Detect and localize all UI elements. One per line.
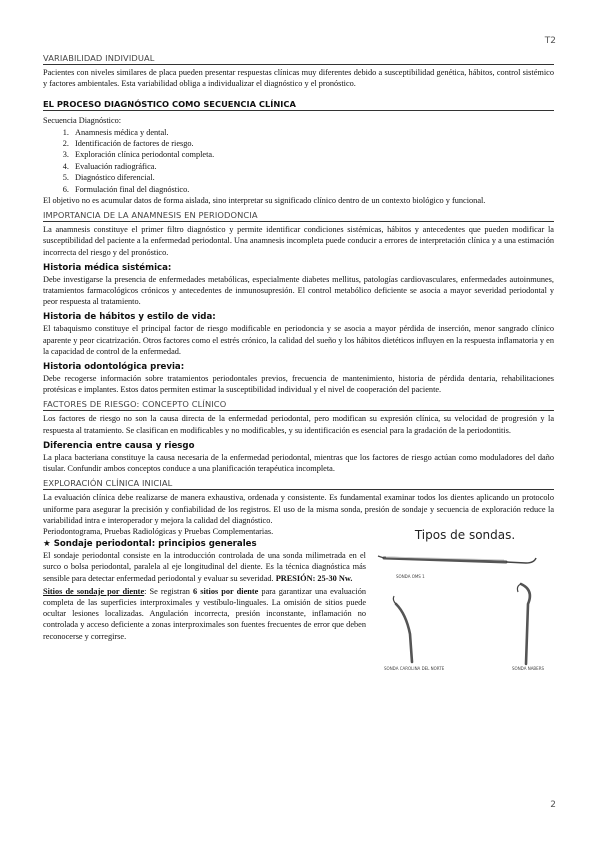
caption-probe-oms: SONDA OMS 1 bbox=[396, 573, 425, 579]
page-number: 2 bbox=[550, 800, 556, 810]
probes-figure bbox=[376, 526, 554, 686]
paragraph: Secuencia Diagnóstico: bbox=[43, 116, 122, 126]
paragraph: Debe investigarse la presencia de enfermedades metabólicas, especialmente diabetes mellitus, patologías cardiovasculares, enfermedades autoinmunes, tratamientos farmacológicos crónicos y antecedentes de inmunosupresión. El control metabólico deficiente se asocia a mayor severidad periodontal y peor respuesta al tratamiento. bbox=[43, 274, 554, 307]
paragraph bbox=[43, 586, 366, 642]
page-content bbox=[43, 51, 554, 686]
paragraph: Periodontograma, Pruebas Radiológicas y Pruebas Complementarias. bbox=[43, 526, 274, 536]
probing-text-column bbox=[43, 526, 366, 686]
probes-illustration bbox=[376, 544, 554, 684]
subheading: Historia médica sistémica: bbox=[43, 262, 172, 273]
section-title-anamnesis: IMPORTANCIA DE LA ANAMNESIS EN PERIODONCIA bbox=[43, 210, 554, 222]
list-item: 5. Diagnóstico diferencial. bbox=[71, 172, 554, 183]
section-title-proceso: EL PROCESO DIAGNÓSTICO COMO SECUENCIA CLÍNICA bbox=[43, 99, 554, 111]
paragraph: Los factores de riesgo no son la causa directa de la enfermedad periodontal, pero modifican su expresión clínica, su velocidad de progresión y la respuesta al tratamiento. Se clasifican en modificables y no modificables, y su identificación es esencial para la gradación de la periodontitis. bbox=[43, 414, 554, 435]
probe-nabers-drawing bbox=[517, 584, 529, 664]
header-tag: T2 bbox=[544, 36, 556, 46]
caption-probe-nabers: SONDA NABERS bbox=[512, 665, 545, 671]
probing-text: El sondaje periodontal consiste en la introducción controlada de una sonda milimetrada en el surco o bolsa periodontal, paralela al eje longitudinal del diente. Es la técnica diagnóstica más sensible para detectar enfermedad periodontal y evaluar su severidad. bbox=[43, 551, 366, 583]
probe-oms-drawing bbox=[378, 556, 536, 563]
sites-text-a: : Se registran bbox=[144, 586, 194, 596]
probing-section bbox=[43, 526, 554, 686]
subheading: Historia de hábitos y estilo de vida: bbox=[43, 312, 216, 323]
list-item: 2. Identificación de factores de riesgo. bbox=[71, 138, 554, 149]
pressure-value: PRESIÓN: 25-30 Nw. bbox=[275, 573, 353, 583]
subheading: ★ Sondaje periodontal: principios generales bbox=[43, 539, 257, 550]
section-title-factores: FACTORES DE RIESGO: CONCEPTO CLÍNICO bbox=[43, 399, 554, 411]
probe-carolina-drawing bbox=[393, 596, 412, 662]
paragraph: La evaluación clínica debe realizarse de manera exhaustiva, ordenada y consistente. Es fundamental examinar todos los dientes aplicando un protocolo uniforme para asegurar la precisión y confiabilidad de los registros. El uso de la misma sonda, presión de sondaje y secuencia de exploración reduce la variabilidad intra e interoperador y mejora la calidad del diagnóstico. bbox=[43, 493, 554, 525]
paragraph: El objetivo no es acumular datos de forma aislada, sino interpretar su significado clínico dentro de un contexto biológico y funcional. bbox=[43, 196, 486, 206]
paragraph: La anamnesis constituye el primer filtro diagnóstico y permite identificar condiciones sistémicas, hábitos y antecedentes que pueden modificar la susceptibilidad del paciente a la enfermedad periodontal. Una anamnesis incompleta puede conducir a errores de interpretación clínica y a una estimación incorrecta del riesgo y del pronóstico. bbox=[43, 225, 554, 257]
sites-text-b: para garantizar una evaluación completa de las superficies interproximales y vestíbulo-linguales. La omisión de sitios puede ocultar lesiones localizadas. Angulación incorrecta, presión inconstante, inflamación no controlada y acceso deficiente a zonas interproximales son fuentes frecuentes de error que deben reconocerse y corregirse. bbox=[43, 586, 367, 641]
subheading: Diferencia entre causa y riesgo bbox=[43, 440, 195, 451]
paragraph: El tabaquismo constituye el principal factor de riesgo modificable en periodoncia y se asocia a mayor pérdida de inserción, menor sangrado clínico aparente y peor cicatrización. Otros factores como el estrés crónico, la calidad del sueño y los hábitos dietéticos influyen en la respuesta inflamatoria y en la capacidad de control de la enfermedad. bbox=[43, 324, 554, 356]
paragraph: Pacientes con niveles similares de placa pueden presentar respuestas clínicas muy diferentes debido a susceptibilidad genética, hábitos, control sistémico y factores ambientales. Esta variabilidad obliga a individualizar el diagnóstico y el pronóstico. bbox=[43, 68, 554, 89]
paragraph: La placa bacteriana constituye la causa necesaria de la enfermedad periodontal, mientras que los factores de riesgo actúan como moduladores del daño tisular. Confundir ambos conceptos conduce a una planificación terapéutica incompleta. bbox=[43, 452, 554, 474]
caption-probe-carolina: SONDA CAROLINA DEL NORTE bbox=[384, 665, 445, 671]
list-item: 6. Formulación final del diagnóstico. bbox=[71, 184, 554, 195]
section-title-variabilidad: VARIABILIDAD INDIVIDUAL bbox=[43, 53, 554, 65]
list-item: 4. Evaluación radiográfica. bbox=[71, 161, 554, 172]
figure-title: Tipos de sondas. bbox=[414, 527, 516, 542]
section-title-exploracion: EXPLORACIÓN CLÍNICA INICIAL bbox=[43, 478, 554, 490]
sites-label: Sitios de sondaje por diente bbox=[43, 586, 145, 596]
paragraph: Debe recogerse información sobre tratamientos periodontales previos, frecuencia de mantenimiento, historia de pérdida dentaria, rehabilitaciones protésicas e implantes. Estos datos permiten estimar la susceptibilidad individual y el nivel de cooperación del paciente. bbox=[43, 374, 554, 395]
list-item: 3. Exploración clínica periodontal completa. bbox=[71, 149, 554, 160]
subheading: Historia odontológica previa: bbox=[43, 362, 185, 373]
sites-bold: 6 sitios por diente bbox=[193, 586, 259, 596]
diagnostic-steps-list bbox=[43, 127, 554, 195]
list-item: 1. Anamnesis médica y dental. bbox=[71, 127, 554, 138]
paragraph bbox=[43, 550, 366, 584]
